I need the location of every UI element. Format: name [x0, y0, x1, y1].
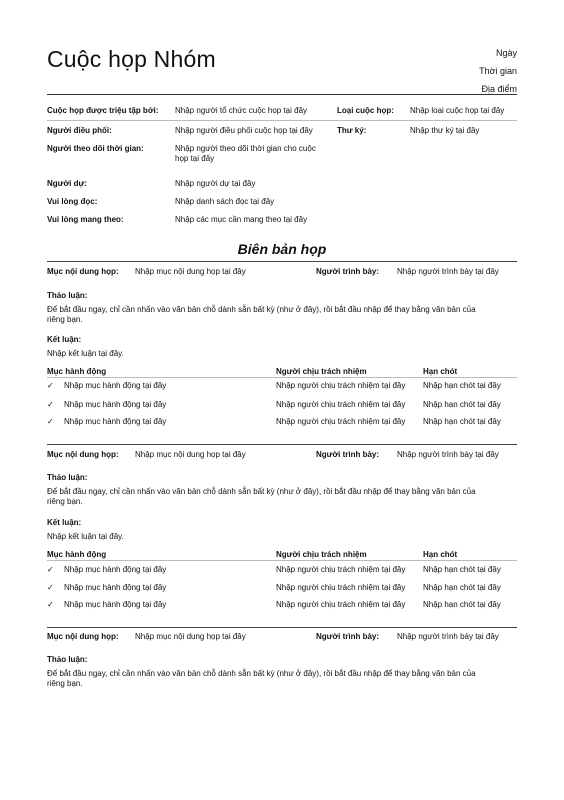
table-header-divider [47, 377, 517, 378]
action-owner[interactable]: Nhập người chịu trách nhiệm tại đây [276, 381, 406, 390]
col-action-header: Mục hành động [47, 550, 107, 559]
checkmark-icon: ✓ [47, 583, 54, 592]
timekeeper-value[interactable] [175, 144, 316, 164]
action-deadline[interactable]: Nhập hạn chót tại đây [423, 600, 501, 609]
action-owner[interactable]: Nhập người chịu trách nhiệm tại đây [276, 600, 406, 609]
action-owner[interactable]: Nhập người chịu trách nhiệm tại đây [276, 417, 406, 426]
section-divider [47, 444, 517, 445]
presenter-value[interactable]: Nhập người trình bày tại đây [397, 450, 499, 459]
facilitator-label: Người điều phối: [47, 126, 112, 135]
action-owner[interactable]: Nhập người chịu trách nhiệm tại đây [276, 400, 406, 409]
called-by-label: Cuộc họp được triệu tập bởi: [47, 106, 159, 115]
agenda-item-value[interactable]: Nhập mục nội dung họp tại đây [135, 450, 246, 459]
minutes-title: Biên bản họp [237, 241, 327, 257]
page-title: Cuộc họp Nhóm [47, 46, 216, 72]
time-field[interactable]: Thời gian [479, 66, 517, 76]
action-owner[interactable]: Nhập người chịu trách nhiệm tại đây [276, 583, 406, 592]
action-item[interactable]: Nhập mục hành động tại đây [64, 400, 167, 409]
action-deadline[interactable]: Nhập hạn chót tại đây [423, 381, 501, 390]
attendees-value[interactable]: Nhập người dự tại đây [175, 179, 256, 188]
agenda-item-label: Mục nội dung họp: [47, 450, 119, 459]
please-bring-label: Vui lòng mang theo: [47, 215, 124, 224]
col-deadline-header: Hạn chót [423, 367, 458, 376]
table-header-divider [47, 560, 517, 561]
called-by-value[interactable]: Nhập người tổ chức cuộc họp tại đây [175, 106, 308, 115]
presenter-value[interactable]: Nhập người trình bày tại đây [397, 267, 499, 276]
action-owner[interactable]: Nhập người chịu trách nhiệm tại đây [276, 565, 406, 574]
discussion-text[interactable] [47, 305, 476, 325]
please-read-value[interactable]: Nhập danh sách đọc tại đây [175, 197, 275, 206]
discussion-line: Để bắt đầu ngay, chỉ cần nhấn vào văn bản chỗ dành sẵn bất kỳ (như ở đây), rồi bắt đầu nhập để thay bằng văn bản của [47, 669, 476, 678]
agenda-item-value[interactable]: Nhập mục nội dung họp tại đây [135, 267, 246, 276]
attendees-label: Người dự: [47, 179, 87, 188]
action-item[interactable]: Nhập mục hành động tại đây [64, 417, 167, 426]
presenter-label: Người trình bày: [316, 632, 380, 641]
discussion-label: Thảo luận: [47, 473, 88, 482]
facilitator-value[interactable]: Nhập người điều phối cuộc họp tại đây [175, 126, 313, 135]
discussion-text[interactable] [47, 669, 476, 689]
please-read-label: Vui lòng đọc: [47, 197, 98, 206]
agenda-item-label: Mục nội dung họp: [47, 267, 119, 276]
presenter-label: Người trình bày: [316, 267, 380, 276]
conclusion-text[interactable]: Nhập kết luận tại đây. [47, 532, 124, 541]
secretary-label: Thư ký: [337, 126, 367, 135]
discussion-line: riêng bạn. [47, 497, 83, 506]
presenter-value[interactable]: Nhập người trình bày tại đây [397, 632, 499, 641]
action-item[interactable]: Nhập mục hành động tại đây [64, 583, 167, 592]
col-deadline-header: Hạn chót [423, 550, 458, 559]
action-deadline[interactable]: Nhập hạn chót tại đây [423, 565, 501, 574]
secretary-value[interactable]: Nhập thư ký tại đây [410, 126, 480, 135]
discussion-label: Thảo luận: [47, 291, 88, 300]
meeting-type-label: Loại cuộc họp: [337, 106, 394, 115]
checkmark-icon: ✓ [47, 600, 54, 609]
agenda-item-label: Mục nội dung họp: [47, 632, 119, 641]
action-deadline[interactable]: Nhập hạn chót tại đây [423, 417, 501, 426]
discussion-label: Thảo luận: [47, 655, 88, 664]
info-divider [47, 120, 517, 121]
discussion-text[interactable] [47, 487, 476, 507]
col-owner-header: Người chịu trách nhiệm [276, 367, 367, 376]
agenda-item-value[interactable]: Nhập mục nội dung họp tại đây [135, 632, 246, 641]
location-field[interactable]: Địa điểm [481, 84, 517, 94]
col-action-header: Mục hành động [47, 367, 107, 376]
action-item[interactable]: Nhập mục hành động tại đây [64, 381, 167, 390]
conclusion-label: Kết luận: [47, 335, 82, 344]
discussion-line: Để bắt đầu ngay, chỉ cần nhấn vào văn bản chỗ dành sẵn bất kỳ (như ở đây), rồi bắt đầu nhập để thay bằng văn bản của [47, 487, 476, 496]
checkmark-icon: ✓ [47, 400, 54, 409]
presenter-label: Người trình bày: [316, 450, 380, 459]
conclusion-text[interactable]: Nhập kết luận tại đây. [47, 349, 124, 358]
action-item[interactable]: Nhập mục hành động tại đây [64, 565, 167, 574]
meeting-meta [479, 44, 517, 98]
discussion-line: riêng bạn. [47, 315, 83, 324]
conclusion-label: Kết luận: [47, 518, 82, 527]
please-bring-value[interactable]: Nhập các mục cần mang theo tại đây [175, 215, 308, 224]
header-divider [47, 94, 517, 95]
section-divider [47, 627, 517, 628]
minutes-divider [47, 261, 517, 262]
meeting-type-value[interactable]: Nhập loại cuộc họp tại đây [410, 106, 505, 115]
action-item[interactable]: Nhập mục hành động tại đây [64, 600, 167, 609]
discussion-line: riêng bạn. [47, 679, 83, 688]
action-deadline[interactable]: Nhập hạn chót tại đây [423, 583, 501, 592]
document-page [47, 0, 517, 800]
checkmark-icon: ✓ [47, 565, 54, 574]
timekeeper-value-line: Nhập người theo dõi thời gian cho cuộc [175, 144, 316, 153]
col-owner-header: Người chịu trách nhiệm [276, 550, 367, 559]
checkmark-icon: ✓ [47, 417, 54, 426]
timekeeper-label: Người theo dõi thời gian: [47, 144, 144, 153]
date-field[interactable]: Ngày [495, 48, 517, 58]
checkmark-icon: ✓ [47, 381, 54, 390]
timekeeper-value-line: họp tại đây [175, 154, 215, 163]
action-deadline[interactable]: Nhập hạn chót tại đây [423, 400, 501, 409]
discussion-line: Để bắt đầu ngay, chỉ cần nhấn vào văn bản chỗ dành sẵn bất kỳ (như ở đây), rồi bắt đầu nhập để thay bằng văn bản của [47, 305, 476, 314]
